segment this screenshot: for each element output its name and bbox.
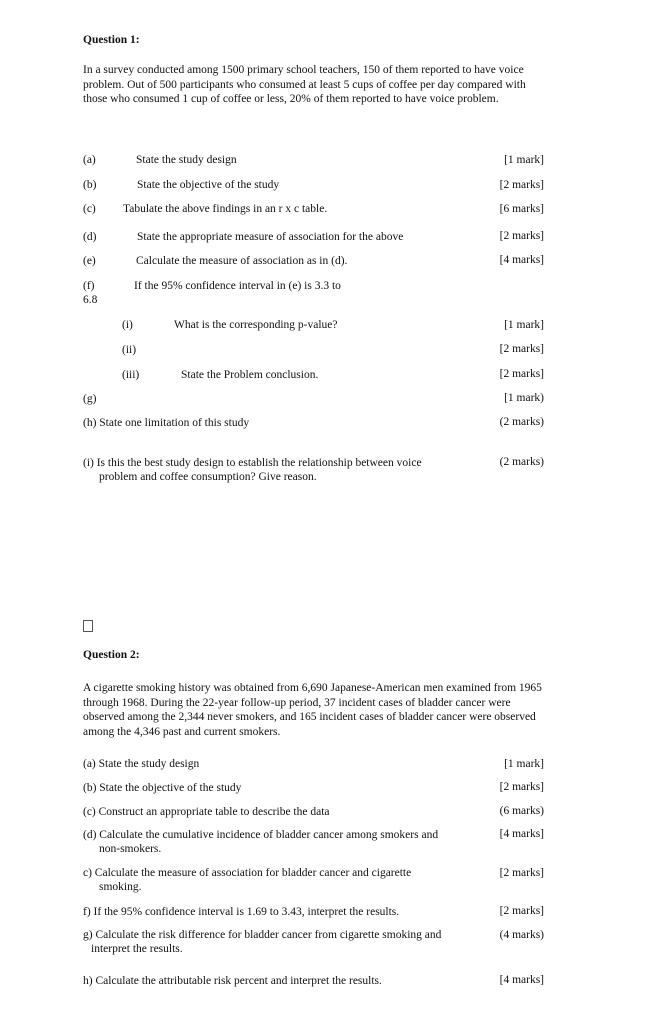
q1-item-g-label: (g) [83,393,97,405]
q1-item-a-text: State the study design [136,154,237,166]
q2-item-c-marks: (6 marks) [499,805,544,817]
q2-item-e-line1: c) Calculate the measure of association for bladder cancer and cigarette [83,867,412,879]
q1-subitem-i-label: (i) [122,319,133,331]
q1-item-c-text: Tabulate the above findings in an r x c table. [123,203,328,215]
q1-item-i-marks: (2 marks) [499,456,544,468]
q2-item-a-marks: [1 mark] [504,758,544,770]
q2-item-h-marks: [4 marks] [499,974,544,986]
q2-item-g-line2: interpret the results. [91,943,183,955]
q1-item-h-text: (h) State one limitation of this study [83,417,250,429]
q1-item-a-label: (a) [83,154,96,166]
q1-item-c-marks: [6 marks] [499,203,544,215]
q1-item-g-marks: [1 mark) [504,392,544,404]
q2-item-d-line1: (d) Calculate the cumulative incidence of bladder cancer among smokers and [83,829,439,841]
q1-item-a-marks: [1 mark] [504,154,544,166]
checkbox[interactable] [83,620,93,632]
q2-item-f-text: f) If the 95% confidence interval is 1.69 to 3.43, interpret the results. [83,906,400,918]
q2-item-e-marks: [2 marks] [499,867,544,879]
q1-item-b-label: (b) [83,179,97,191]
q2-item-c-text: (c) Construct an appropriate table to describe the data [83,806,330,818]
q1-subitem-ii-label: (ii) [122,344,137,356]
question-2-paragraph: A cigarette smoking history was obtained from 6,690 Japanese-American men examined from 1965 through 1968. During the 22-year follow-up period, 37 incident cases of bladder cancer were observed among the 2,344 never smokers, and 165 incident cases of bladder cancer were observed among the 4,346 past and current smokers. [83,682,542,738]
q2-item-g-marks: (4 marks) [499,929,544,941]
q1-item-h-marks: (2 marks) [499,416,544,428]
q2-item-g-line1: g) Calculate the risk difference for bladder cancer from cigarette smoking and [83,929,442,941]
q2-item-d-marks: [4 marks] [499,828,544,840]
q2-item-f-marks: [2 marks] [499,905,544,917]
q1-item-d-label: (d) [83,231,97,243]
q1-subitem-iii-marks: [2 marks] [499,368,544,380]
q1-item-f-continuation: 6.8 [83,294,98,306]
question-1-title: Question 1: [83,34,140,46]
q2-item-d-line2: non-smokers. [99,843,162,855]
q1-item-f-label: (f) [83,280,95,292]
q1-item-d-marks: [2 marks] [499,230,544,242]
q1-item-c-label: (c) [83,203,96,215]
q1-subitem-i-text: What is the corresponding p-value? [174,319,338,331]
q1-item-e-label: (e) [83,255,96,267]
question-2-title: Question 2: [83,649,140,661]
q2-item-a-text: (a) State the study design [83,758,200,770]
q2-item-b-marks: [2 marks] [499,781,544,793]
q1-item-e-marks: [4 marks] [499,254,544,266]
q1-item-d-text: State the appropriate measure of association for the above [137,231,404,243]
q1-item-i-line1: (i) Is this the best study design to establish the relationship between voice [83,457,422,469]
q1-item-i-line2: problem and coffee consumption? Give reason. [99,471,317,483]
q1-item-f-text: If the 95% confidence interval in (e) is 3.3 to [134,280,341,292]
q1-subitem-i-marks: [1 mark] [504,319,544,331]
question-1-paragraph: In a survey conducted among 1500 primary school teachers, 150 of them reported to have voice problem. Out of 500 participants who consumed at least 5 cups of coffee per day compared with those who consumed 1 cup of coffee or less, 20% of them reported to have voice problem. [83,64,526,105]
q1-item-b-marks: [2 marks] [499,179,544,191]
q1-subitem-iii-text: State the Problem conclusion. [181,369,319,381]
q1-subitem-iii-label: (iii) [122,369,140,381]
q2-item-h-text: h) Calculate the attributable risk percent and interpret the results. [83,975,382,987]
q1-subitem-ii-marks: [2 marks] [499,343,544,355]
q2-item-b-text: (b) State the objective of the study [83,782,242,794]
q2-item-e-line2: smoking. [99,881,142,893]
q1-item-e-text: Calculate the measure of association as in (d). [136,255,348,267]
q1-item-b-text: State the objective of the study [137,179,280,191]
